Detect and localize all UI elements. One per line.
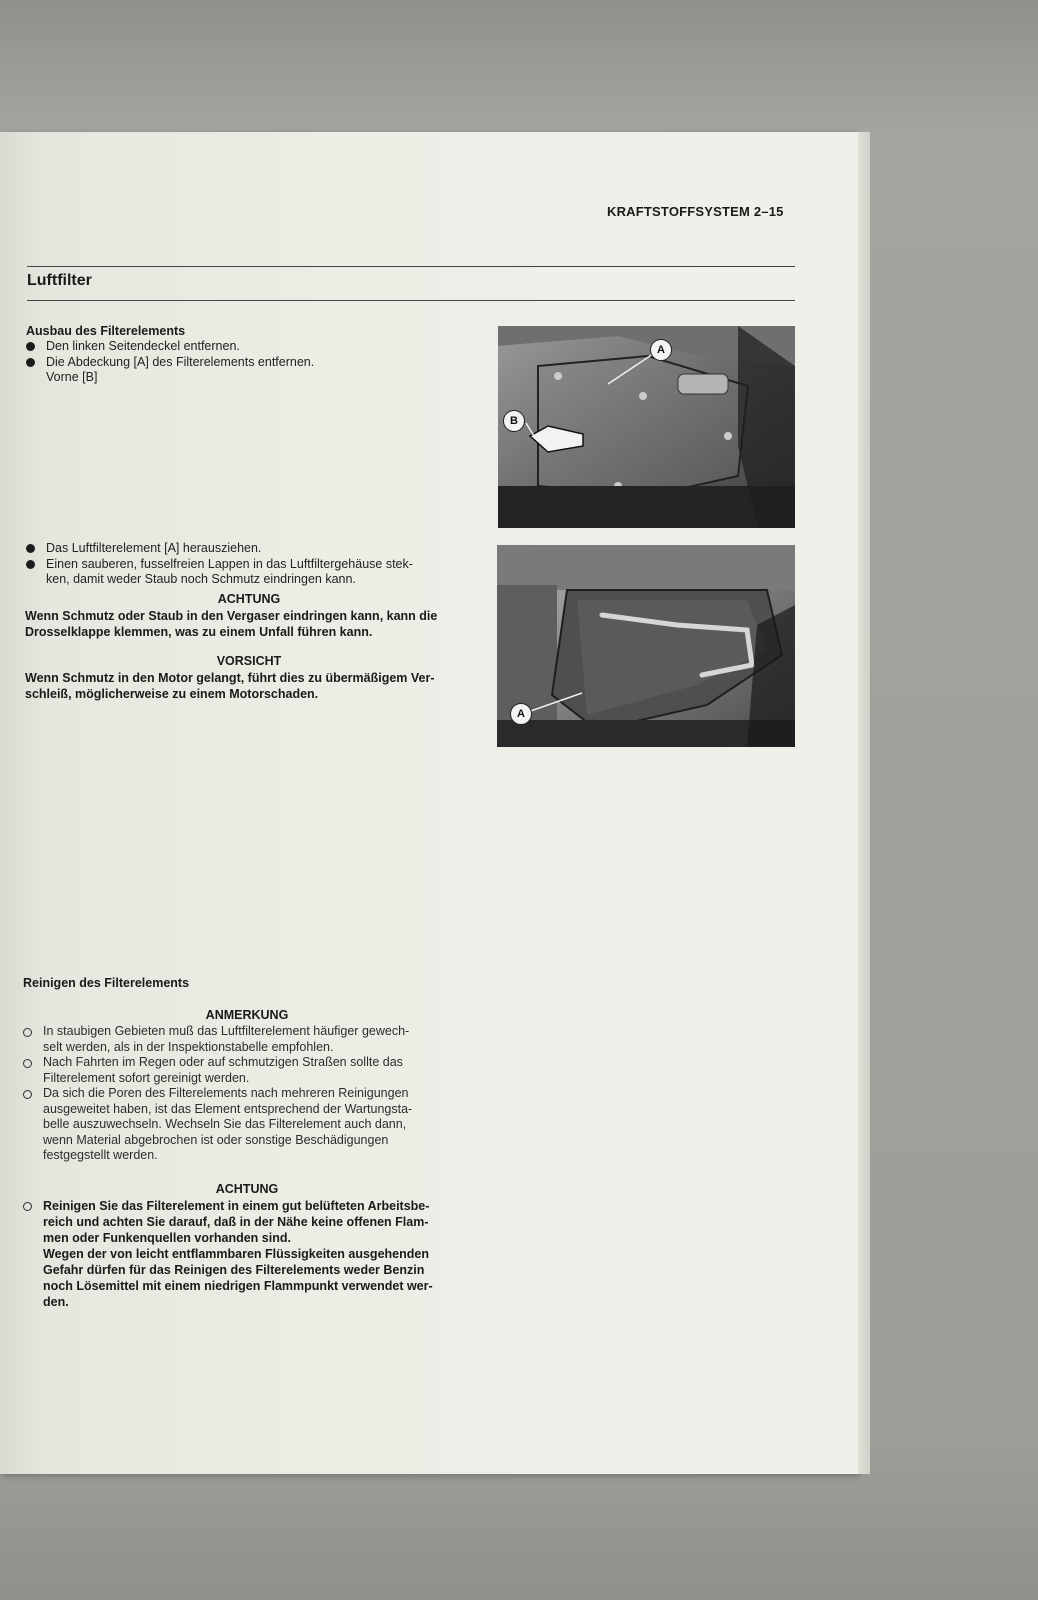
warning-line: den. — [43, 1295, 69, 1309]
removal-step-4 — [46, 557, 413, 572]
running-header: KRAFTSTOFFSYSTEM 2–15 — [607, 204, 784, 219]
section-title: Luftfilter — [27, 272, 92, 289]
warning-achtung-head: ACHTUNG — [217, 592, 281, 606]
note-line: belle auszuwechseln. Wechseln Sie das Filterelement auch dann, — [43, 1117, 407, 1131]
removal-step-note: Vorne [B] — [46, 370, 98, 384]
removal-step-4-text: Einen sauberen, fusselfreien Lappen in das Luftfiltergehäuse stek- — [46, 557, 413, 571]
callout-a: A — [510, 703, 532, 725]
note-line: Da sich die Poren des Filterelements nach mehreren Reinigungen — [43, 1086, 409, 1100]
cleaning-title: Reinigen des Filterelements — [23, 976, 190, 990]
removal-step-3 — [46, 541, 261, 556]
removal-title: Ausbau des Filterelements — [26, 324, 186, 338]
manual-page — [0, 132, 858, 1474]
warning-vorsicht-head: VORSICHT — [216, 654, 282, 668]
warning-achtung-body — [25, 608, 477, 640]
warning-line: men oder Funkenquellen vorhanden sind. — [43, 1231, 291, 1245]
warning-line: Drosselklappe klemmen, was zu einem Unfall führen kann. — [25, 625, 373, 639]
page-edge — [858, 132, 870, 1474]
callout-b: B — [503, 410, 525, 432]
callout-a: A — [650, 339, 672, 361]
bullet-dot-icon — [26, 560, 35, 569]
bullet-dot-icon — [26, 342, 35, 351]
warning-line: reich und achten Sie darauf, daß in der Nähe keine offenen Flam- — [43, 1215, 429, 1229]
warning-line: Gefahr dürfen für das Reinigen des Filterelements weder Benzin — [43, 1263, 425, 1277]
removal-step-2 — [46, 355, 314, 370]
bullet-ring-icon — [23, 1202, 32, 1211]
warning-achtung-head-2: ACHTUNG — [215, 1182, 279, 1196]
bullet-dot-icon — [26, 358, 35, 367]
note-line: Filterelement sofort gereinigt werden. — [43, 1070, 250, 1085]
removal-step-1 — [46, 339, 240, 354]
bullet-ring-icon — [23, 1028, 32, 1037]
warning-achtung-body-2 — [43, 1198, 478, 1310]
photo-filter-element — [497, 545, 795, 747]
removal-step-1-text: Den linken Seitendeckel entfernen. — [46, 339, 240, 353]
removal-step-4-cont: ken, damit weder Staub noch Schmutz eindringen kann. — [46, 572, 356, 586]
note-anmerkung-head: ANMERKUNG — [205, 1008, 289, 1022]
note-item-3 — [43, 1086, 498, 1164]
warning-line: schleiß, möglicherweise zu einem Motorschaden. — [25, 687, 319, 701]
warning-line: Wenn Schmutz in den Motor gelangt, führt dies zu übermäßigem Ver- — [25, 671, 435, 685]
note-line: ausgeweitet haben, ist das Element entsprechend der Wartungsta- — [43, 1101, 413, 1116]
removal-step-3-text: Das Luftfilterelement [A] herausziehen. — [46, 541, 262, 555]
note-line: wenn Material abgebrochen ist oder sonstige Beschädigungen — [43, 1132, 389, 1147]
note-line: In staubigen Gebieten muß das Luftfilterelement häufiger gewech- — [43, 1024, 410, 1038]
warning-line: Reinigen Sie das Filterelement in einem gut belüfteten Arbeitsbe- — [43, 1199, 430, 1213]
note-item-2 — [43, 1055, 498, 1086]
note-line: Nach Fahrten im Regen oder auf schmutzigen Straßen sollte das — [43, 1055, 403, 1069]
bullet-ring-icon — [23, 1090, 32, 1099]
title-rule-top — [27, 266, 795, 267]
title-rule-bottom — [27, 300, 795, 301]
removal-step-2-text: Die Abdeckung [A] des Filterelements entfernen. — [46, 355, 315, 369]
note-line: selt werden, als in der Inspektionstabelle empfohlen. — [43, 1039, 334, 1054]
note-item-1 — [43, 1024, 498, 1055]
bullet-ring-icon — [23, 1059, 32, 1068]
warning-vorsicht-body — [25, 670, 477, 702]
warning-line: Wenn Schmutz oder Staub in den Vergaser eindringen kann, kann die — [25, 609, 438, 623]
bullet-dot-icon — [26, 544, 35, 553]
photo-filter-cover — [498, 326, 795, 528]
warning-line: noch Lösemittel mit einem niedrigen Flammpunkt verwendet wer- — [43, 1279, 433, 1293]
warning-line: Wegen der von leicht entflammbaren Flüssigkeiten ausgehenden — [43, 1247, 429, 1261]
note-line: festgegstellt werden. — [43, 1148, 158, 1162]
